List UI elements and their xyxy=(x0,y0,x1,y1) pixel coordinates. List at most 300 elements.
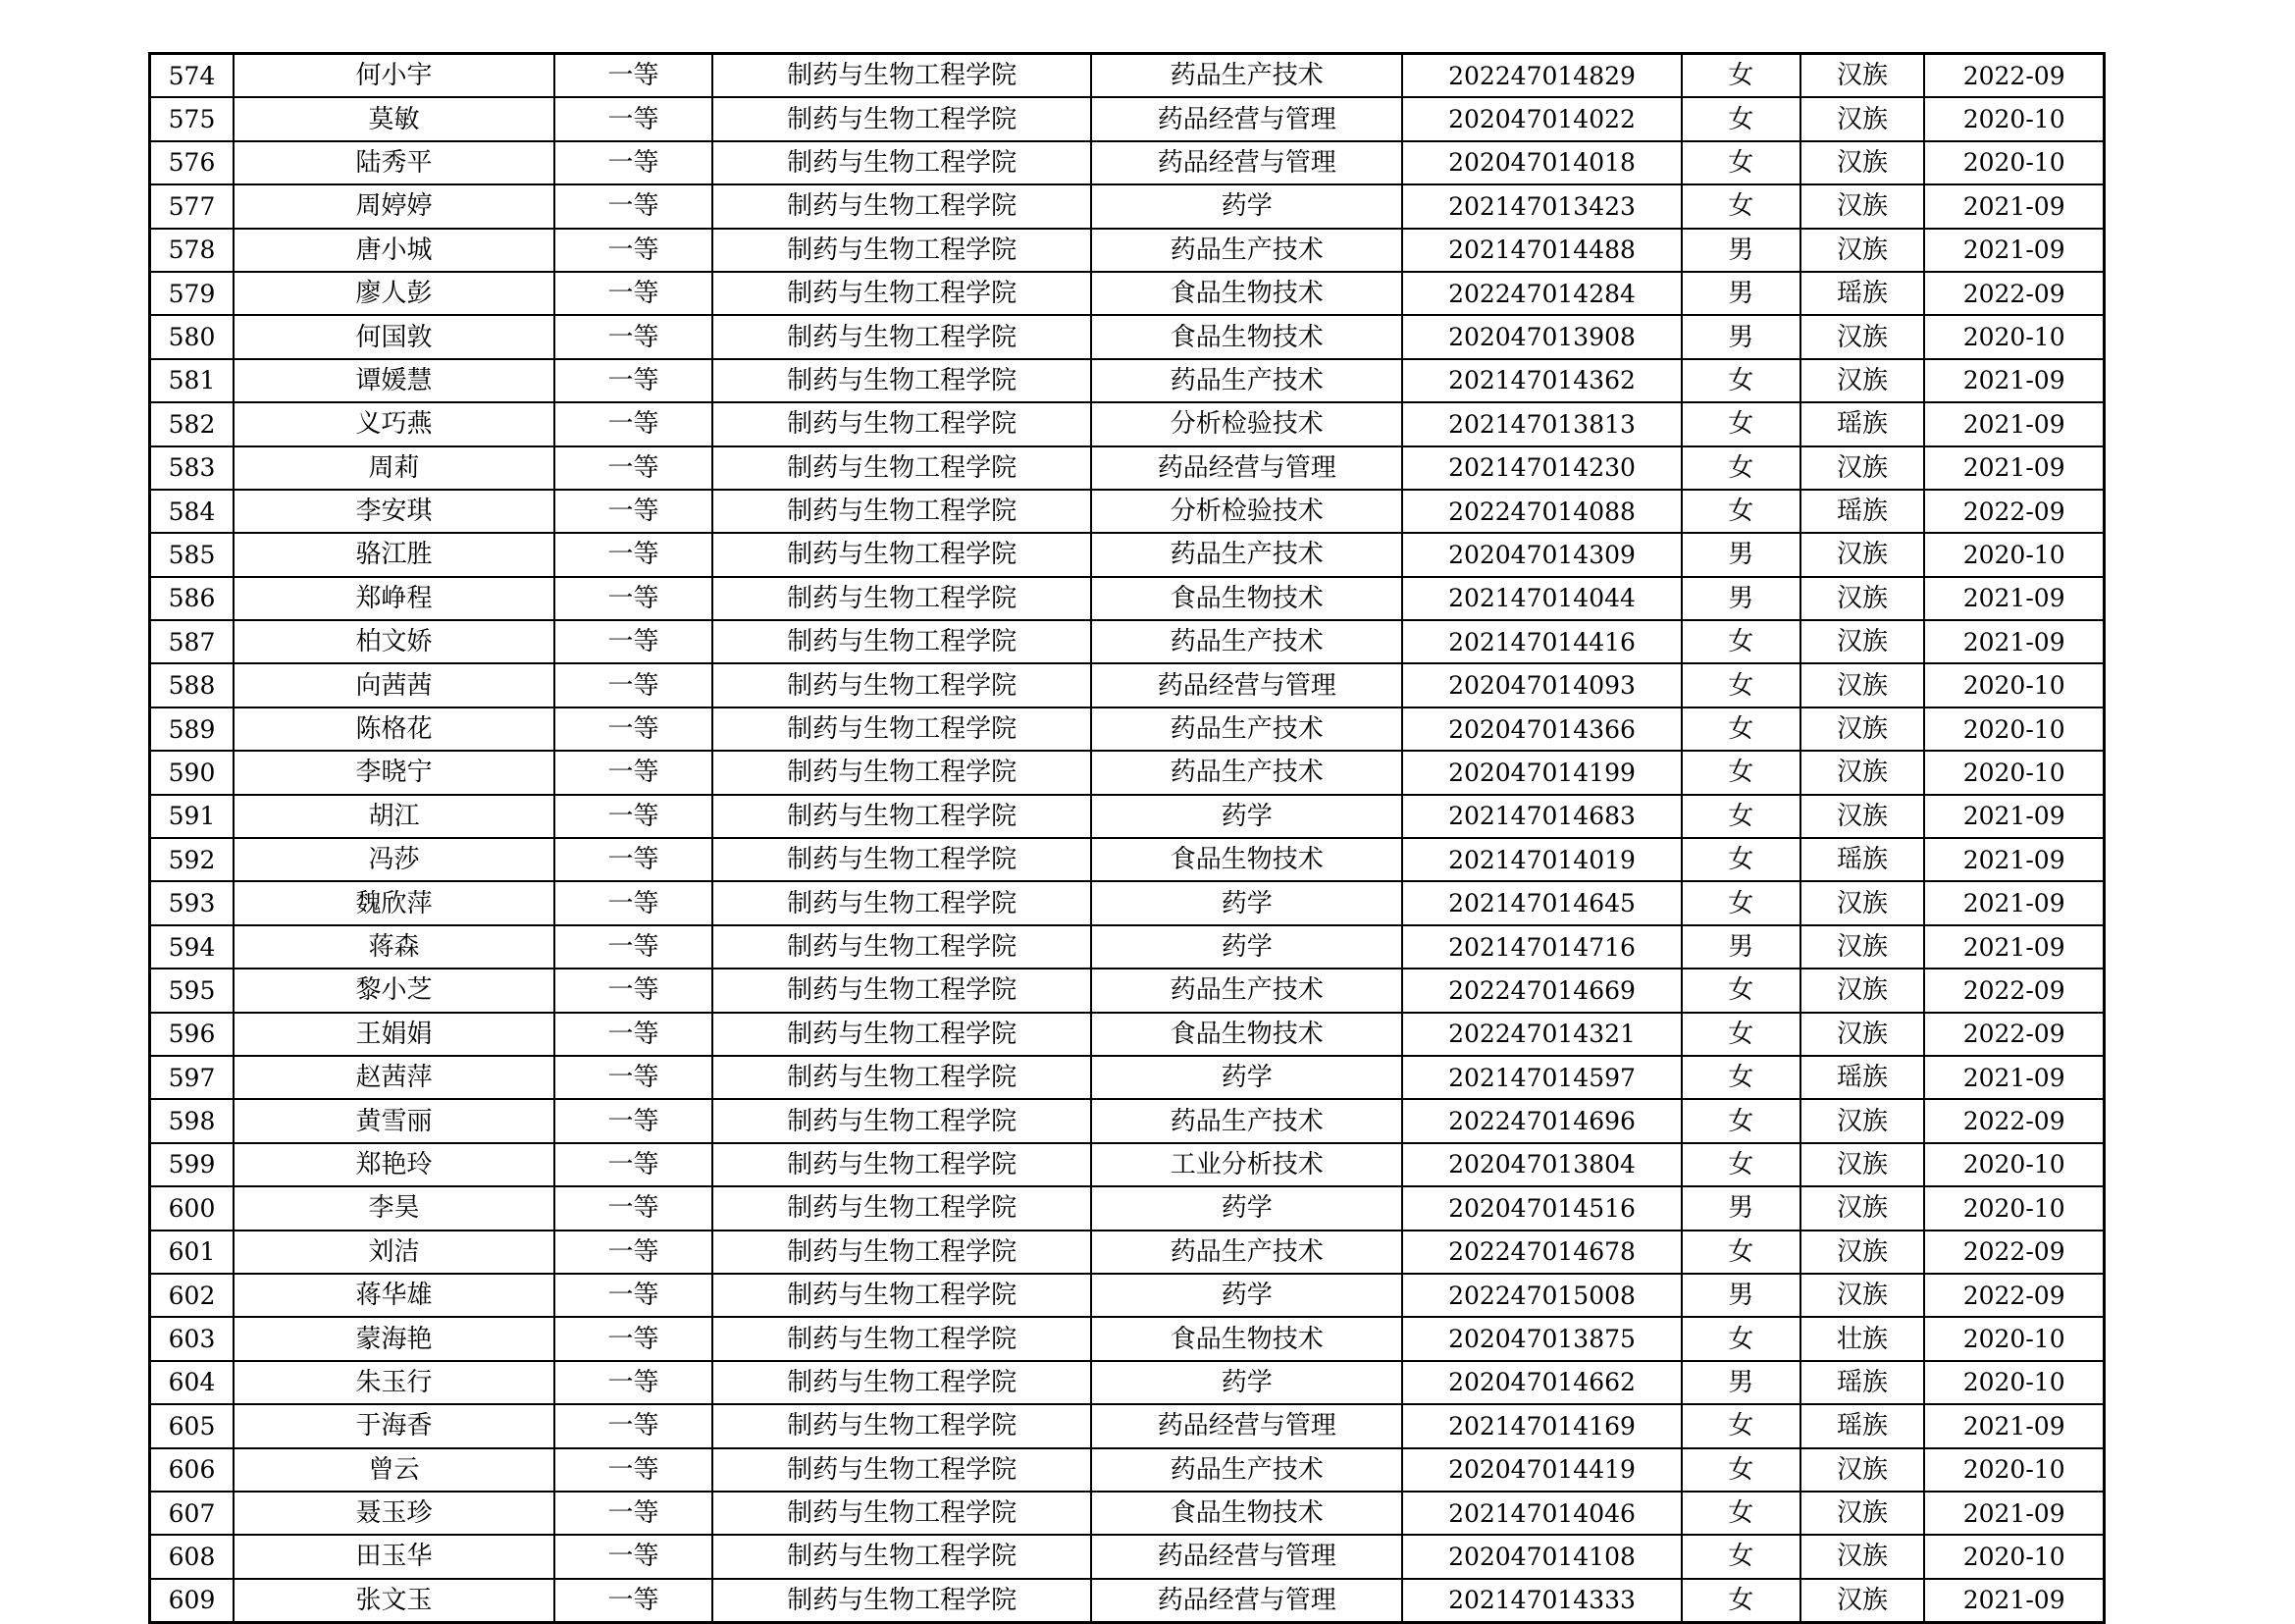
enrollment-date-cell: 2021-09 xyxy=(1924,925,2104,969)
college-cell: 制药与生物工程学院 xyxy=(712,838,1091,881)
table-row xyxy=(150,1143,2105,1186)
row-number-cell: 603 xyxy=(150,1317,235,1360)
ethnicity-cell: 汉族 xyxy=(1800,1143,1925,1186)
enrollment-date-cell: 2020-10 xyxy=(1924,1143,2104,1186)
row-number-cell: 607 xyxy=(150,1492,235,1535)
student-name-cell: 于海香 xyxy=(234,1404,554,1447)
major-cell: 药品经营与管理 xyxy=(1091,97,1402,140)
table-row xyxy=(150,141,2105,184)
award-level-cell: 一等 xyxy=(554,1492,712,1535)
major-cell: 食品生物技术 xyxy=(1091,272,1402,315)
student-id-cell: 202047014419 xyxy=(1402,1448,1682,1492)
gender-cell: 女 xyxy=(1682,1579,1800,1623)
student-id-cell: 202147014230 xyxy=(1402,446,1682,490)
award-level-cell: 一等 xyxy=(554,229,712,272)
row-number-cell: 584 xyxy=(150,490,235,533)
gender-cell: 女 xyxy=(1682,184,1800,228)
table-row xyxy=(150,1448,2105,1492)
award-level-cell: 一等 xyxy=(554,1186,712,1230)
college-cell: 制药与生物工程学院 xyxy=(712,446,1091,490)
enrollment-date-cell: 2021-09 xyxy=(1924,1404,2104,1447)
row-number-cell: 605 xyxy=(150,1404,235,1447)
row-number-cell: 606 xyxy=(150,1448,235,1492)
gender-cell: 女 xyxy=(1682,838,1800,881)
row-number-cell: 586 xyxy=(150,577,235,620)
gender-cell: 女 xyxy=(1682,663,1800,707)
table-row xyxy=(150,620,2105,663)
award-level-cell: 一等 xyxy=(554,751,712,794)
table-row xyxy=(150,359,2105,402)
row-number-cell: 601 xyxy=(150,1231,235,1274)
student-name-cell: 骆江胜 xyxy=(234,533,554,576)
student-name-cell: 黄雪丽 xyxy=(234,1099,554,1142)
gender-cell: 女 xyxy=(1682,1099,1800,1142)
table-row xyxy=(150,1492,2105,1535)
student-name-cell: 刘洁 xyxy=(234,1231,554,1274)
college-cell: 制药与生物工程学院 xyxy=(712,881,1091,924)
gender-cell: 女 xyxy=(1682,97,1800,140)
major-cell: 食品生物技术 xyxy=(1091,1492,1402,1535)
enrollment-date-cell: 2021-09 xyxy=(1924,620,2104,663)
ethnicity-cell: 汉族 xyxy=(1800,97,1925,140)
major-cell: 药品经营与管理 xyxy=(1091,141,1402,184)
row-number-cell: 578 xyxy=(150,229,235,272)
student-id-cell: 202047013875 xyxy=(1402,1317,1682,1360)
ethnicity-cell: 汉族 xyxy=(1800,1492,1925,1535)
award-level-cell: 一等 xyxy=(554,184,712,228)
college-cell: 制药与生物工程学院 xyxy=(712,141,1091,184)
enrollment-date-cell: 2020-10 xyxy=(1924,1186,2104,1230)
student-id-cell: 202047014516 xyxy=(1402,1186,1682,1230)
enrollment-date-cell: 2022-09 xyxy=(1924,272,2104,315)
college-cell: 制药与生物工程学院 xyxy=(712,707,1091,751)
student-name-cell: 柏文娇 xyxy=(234,620,554,663)
college-cell: 制药与生物工程学院 xyxy=(712,229,1091,272)
award-level-cell: 一等 xyxy=(554,1056,712,1099)
table-row xyxy=(150,1099,2105,1142)
award-level-cell: 一等 xyxy=(554,1099,712,1142)
award-level-cell: 一等 xyxy=(554,1361,712,1404)
enrollment-date-cell: 2022-09 xyxy=(1924,1099,2104,1142)
table-row xyxy=(150,229,2105,272)
row-number-cell: 591 xyxy=(150,795,235,838)
row-number-cell: 597 xyxy=(150,1056,235,1099)
award-level-cell: 一等 xyxy=(554,1404,712,1447)
gender-cell: 男 xyxy=(1682,1361,1800,1404)
enrollment-date-cell: 2021-09 xyxy=(1924,359,2104,402)
enrollment-date-cell: 2020-10 xyxy=(1924,663,2104,707)
college-cell: 制药与生物工程学院 xyxy=(712,1186,1091,1230)
award-level-cell: 一等 xyxy=(554,490,712,533)
student-name-cell: 魏欣萍 xyxy=(234,881,554,924)
gender-cell: 女 xyxy=(1682,881,1800,924)
table-row xyxy=(150,1056,2105,1099)
student-name-cell: 谭媛慧 xyxy=(234,359,554,402)
gender-cell: 女 xyxy=(1682,1143,1800,1186)
table-row xyxy=(150,97,2105,140)
gender-cell: 女 xyxy=(1682,402,1800,445)
gender-cell: 男 xyxy=(1682,229,1800,272)
major-cell: 药品生产技术 xyxy=(1091,1099,1402,1142)
student-name-cell: 胡江 xyxy=(234,795,554,838)
student-name-cell: 聂玉珍 xyxy=(234,1492,554,1535)
row-number-cell: 593 xyxy=(150,881,235,924)
ethnicity-cell: 汉族 xyxy=(1800,1099,1925,1142)
student-id-cell: 202247014829 xyxy=(1402,54,1682,98)
gender-cell: 男 xyxy=(1682,925,1800,969)
row-number-cell: 574 xyxy=(150,54,235,98)
college-cell: 制药与生物工程学院 xyxy=(712,1361,1091,1404)
major-cell: 药品生产技术 xyxy=(1091,620,1402,663)
table-row xyxy=(150,1013,2105,1056)
gender-cell: 女 xyxy=(1682,1492,1800,1535)
award-level-cell: 一等 xyxy=(554,359,712,402)
ethnicity-cell: 汉族 xyxy=(1800,881,1925,924)
ethnicity-cell: 汉族 xyxy=(1800,1579,1925,1623)
gender-cell: 女 xyxy=(1682,751,1800,794)
enrollment-date-cell: 2020-10 xyxy=(1924,1535,2104,1578)
college-cell: 制药与生物工程学院 xyxy=(712,1099,1091,1142)
student-name-cell: 黎小芝 xyxy=(234,969,554,1012)
table-row xyxy=(150,1317,2105,1360)
gender-cell: 男 xyxy=(1682,1186,1800,1230)
enrollment-date-cell: 2020-10 xyxy=(1924,1317,2104,1360)
row-number-cell: 596 xyxy=(150,1013,235,1056)
award-level-cell: 一等 xyxy=(554,97,712,140)
student-id-cell: 202147013423 xyxy=(1402,184,1682,228)
ethnicity-cell: 汉族 xyxy=(1800,1013,1925,1056)
student-name-cell: 张文玉 xyxy=(234,1579,554,1623)
student-id-cell: 202047014018 xyxy=(1402,141,1682,184)
ethnicity-cell: 汉族 xyxy=(1800,620,1925,663)
table-row xyxy=(150,1579,2105,1623)
ethnicity-cell: 汉族 xyxy=(1800,1231,1925,1274)
college-cell: 制药与生物工程学院 xyxy=(712,1013,1091,1056)
student-id-cell: 202247014088 xyxy=(1402,490,1682,533)
college-cell: 制药与生物工程学院 xyxy=(712,315,1091,358)
row-number-cell: 579 xyxy=(150,272,235,315)
gender-cell: 女 xyxy=(1682,795,1800,838)
enrollment-date-cell: 2021-09 xyxy=(1924,446,2104,490)
student-id-cell: 202247015008 xyxy=(1402,1274,1682,1317)
gender-cell: 男 xyxy=(1682,272,1800,315)
award-level-cell: 一等 xyxy=(554,54,712,98)
table-row xyxy=(150,184,2105,228)
college-cell: 制药与生物工程学院 xyxy=(712,1056,1091,1099)
table-row xyxy=(150,663,2105,707)
enrollment-date-cell: 2020-10 xyxy=(1924,1448,2104,1492)
award-level-cell: 一等 xyxy=(554,620,712,663)
major-cell: 药学 xyxy=(1091,184,1402,228)
college-cell: 制药与生物工程学院 xyxy=(712,1579,1091,1623)
student-id-cell: 202147014333 xyxy=(1402,1579,1682,1623)
table-row xyxy=(150,1404,2105,1447)
enrollment-date-cell: 2020-10 xyxy=(1924,97,2104,140)
student-name-cell: 唐小城 xyxy=(234,229,554,272)
student-name-cell: 冯莎 xyxy=(234,838,554,881)
enrollment-date-cell: 2020-10 xyxy=(1924,1361,2104,1404)
college-cell: 制药与生物工程学院 xyxy=(712,620,1091,663)
table-row xyxy=(150,838,2105,881)
row-number-cell: 608 xyxy=(150,1535,235,1578)
college-cell: 制药与生物工程学院 xyxy=(712,751,1091,794)
table-row xyxy=(150,1535,2105,1578)
award-level-cell: 一等 xyxy=(554,795,712,838)
ethnicity-cell: 汉族 xyxy=(1800,141,1925,184)
major-cell: 药品经营与管理 xyxy=(1091,1579,1402,1623)
ethnicity-cell: 汉族 xyxy=(1800,315,1925,358)
award-list-table xyxy=(148,52,2106,1624)
table-row xyxy=(150,402,2105,445)
ethnicity-cell: 瑶族 xyxy=(1800,402,1925,445)
row-number-cell: 576 xyxy=(150,141,235,184)
major-cell: 药品经营与管理 xyxy=(1091,663,1402,707)
student-name-cell: 蒙海艳 xyxy=(234,1317,554,1360)
ethnicity-cell: 瑶族 xyxy=(1800,272,1925,315)
table-row xyxy=(150,707,2105,751)
table-row xyxy=(150,1231,2105,1274)
enrollment-date-cell: 2020-10 xyxy=(1924,751,2104,794)
major-cell: 药学 xyxy=(1091,925,1402,969)
ethnicity-cell: 汉族 xyxy=(1800,795,1925,838)
table-row xyxy=(150,533,2105,576)
award-level-cell: 一等 xyxy=(554,1013,712,1056)
student-name-cell: 蒋华雄 xyxy=(234,1274,554,1317)
student-name-cell: 曾云 xyxy=(234,1448,554,1492)
major-cell: 药品经营与管理 xyxy=(1091,1535,1402,1578)
gender-cell: 女 xyxy=(1682,54,1800,98)
college-cell: 制药与生物工程学院 xyxy=(712,1404,1091,1447)
college-cell: 制药与生物工程学院 xyxy=(712,97,1091,140)
ethnicity-cell: 汉族 xyxy=(1800,925,1925,969)
table-body xyxy=(150,54,2105,1623)
award-level-cell: 一等 xyxy=(554,881,712,924)
major-cell: 药品经营与管理 xyxy=(1091,446,1402,490)
row-number-cell: 594 xyxy=(150,925,235,969)
enrollment-date-cell: 2022-09 xyxy=(1924,969,2104,1012)
table-row xyxy=(150,795,2105,838)
award-level-cell: 一等 xyxy=(554,402,712,445)
major-cell: 药品生产技术 xyxy=(1091,229,1402,272)
student-name-cell: 郑峥程 xyxy=(234,577,554,620)
gender-cell: 男 xyxy=(1682,1274,1800,1317)
award-level-cell: 一等 xyxy=(554,1317,712,1360)
gender-cell: 女 xyxy=(1682,1013,1800,1056)
award-level-cell: 一等 xyxy=(554,1579,712,1623)
student-id-cell: 202047014366 xyxy=(1402,707,1682,751)
major-cell: 药学 xyxy=(1091,795,1402,838)
gender-cell: 男 xyxy=(1682,533,1800,576)
major-cell: 药学 xyxy=(1091,881,1402,924)
table-row xyxy=(150,490,2105,533)
student-id-cell: 202047014662 xyxy=(1402,1361,1682,1404)
college-cell: 制药与生物工程学院 xyxy=(712,359,1091,402)
enrollment-date-cell: 2022-09 xyxy=(1924,1274,2104,1317)
gender-cell: 男 xyxy=(1682,577,1800,620)
row-number-cell: 575 xyxy=(150,97,235,140)
student-id-cell: 202147014416 xyxy=(1402,620,1682,663)
student-id-cell: 202047013908 xyxy=(1402,315,1682,358)
college-cell: 制药与生物工程学院 xyxy=(712,490,1091,533)
student-id-cell: 202247014284 xyxy=(1402,272,1682,315)
major-cell: 药品生产技术 xyxy=(1091,533,1402,576)
row-number-cell: 604 xyxy=(150,1361,235,1404)
award-level-cell: 一等 xyxy=(554,969,712,1012)
enrollment-date-cell: 2021-09 xyxy=(1924,1056,2104,1099)
table-row xyxy=(150,272,2105,315)
ethnicity-cell: 瑶族 xyxy=(1800,1056,1925,1099)
award-level-cell: 一等 xyxy=(554,925,712,969)
award-level-cell: 一等 xyxy=(554,1143,712,1186)
student-name-cell: 李晓宁 xyxy=(234,751,554,794)
row-number-cell: 600 xyxy=(150,1186,235,1230)
student-id-cell: 202047014022 xyxy=(1402,97,1682,140)
table-row xyxy=(150,446,2105,490)
college-cell: 制药与生物工程学院 xyxy=(712,1317,1091,1360)
row-number-cell: 583 xyxy=(150,446,235,490)
student-id-cell: 202147014019 xyxy=(1402,838,1682,881)
award-level-cell: 一等 xyxy=(554,663,712,707)
student-name-cell: 蒋森 xyxy=(234,925,554,969)
gender-cell: 女 xyxy=(1682,969,1800,1012)
student-name-cell: 李安琪 xyxy=(234,490,554,533)
college-cell: 制药与生物工程学院 xyxy=(712,1143,1091,1186)
row-number-cell: 582 xyxy=(150,402,235,445)
college-cell: 制药与生物工程学院 xyxy=(712,1492,1091,1535)
enrollment-date-cell: 2021-09 xyxy=(1924,184,2104,228)
student-name-cell: 王娟娟 xyxy=(234,1013,554,1056)
student-id-cell: 202147014169 xyxy=(1402,1404,1682,1447)
ethnicity-cell: 汉族 xyxy=(1800,969,1925,1012)
student-id-cell: 202047014309 xyxy=(1402,533,1682,576)
student-name-cell: 周婷婷 xyxy=(234,184,554,228)
student-name-cell: 朱玉行 xyxy=(234,1361,554,1404)
student-id-cell: 202047014108 xyxy=(1402,1535,1682,1578)
row-number-cell: 585 xyxy=(150,533,235,576)
table-row xyxy=(150,1274,2105,1317)
student-name-cell: 赵茜萍 xyxy=(234,1056,554,1099)
major-cell: 药学 xyxy=(1091,1186,1402,1230)
student-name-cell: 莫敏 xyxy=(234,97,554,140)
student-name-cell: 义巧燕 xyxy=(234,402,554,445)
gender-cell: 女 xyxy=(1682,1317,1800,1360)
college-cell: 制药与生物工程学院 xyxy=(712,272,1091,315)
row-number-cell: 599 xyxy=(150,1143,235,1186)
student-id-cell: 202147014597 xyxy=(1402,1056,1682,1099)
table-row xyxy=(150,969,2105,1012)
row-number-cell: 581 xyxy=(150,359,235,402)
ethnicity-cell: 汉族 xyxy=(1800,1448,1925,1492)
student-id-cell: 202147014716 xyxy=(1402,925,1682,969)
major-cell: 分析检验技术 xyxy=(1091,402,1402,445)
student-id-cell: 202147014046 xyxy=(1402,1492,1682,1535)
college-cell: 制药与生物工程学院 xyxy=(712,54,1091,98)
ethnicity-cell: 汉族 xyxy=(1800,1274,1925,1317)
enrollment-date-cell: 2020-10 xyxy=(1924,141,2104,184)
student-name-cell: 向茜茜 xyxy=(234,663,554,707)
enrollment-date-cell: 2021-09 xyxy=(1924,795,2104,838)
enrollment-date-cell: 2021-09 xyxy=(1924,229,2104,272)
college-cell: 制药与生物工程学院 xyxy=(712,1535,1091,1578)
gender-cell: 女 xyxy=(1682,490,1800,533)
student-id-cell: 202247014696 xyxy=(1402,1099,1682,1142)
ethnicity-cell: 瑶族 xyxy=(1800,490,1925,533)
ethnicity-cell: 瑶族 xyxy=(1800,1361,1925,1404)
row-number-cell: 602 xyxy=(150,1274,235,1317)
student-id-cell: 202147014362 xyxy=(1402,359,1682,402)
major-cell: 药品生产技术 xyxy=(1091,54,1402,98)
award-level-cell: 一等 xyxy=(554,533,712,576)
major-cell: 工业分析技术 xyxy=(1091,1143,1402,1186)
college-cell: 制药与生物工程学院 xyxy=(712,925,1091,969)
student-name-cell: 陆秀平 xyxy=(234,141,554,184)
student-id-cell: 202247014678 xyxy=(1402,1231,1682,1274)
award-level-cell: 一等 xyxy=(554,141,712,184)
college-cell: 制药与生物工程学院 xyxy=(712,795,1091,838)
student-id-cell: 202147014044 xyxy=(1402,577,1682,620)
table-row xyxy=(150,751,2105,794)
student-id-cell: 202047014093 xyxy=(1402,663,1682,707)
major-cell: 食品生物技术 xyxy=(1091,838,1402,881)
student-name-cell: 何小宇 xyxy=(234,54,554,98)
ethnicity-cell: 壮族 xyxy=(1800,1317,1925,1360)
major-cell: 药品生产技术 xyxy=(1091,1231,1402,1274)
college-cell: 制药与生物工程学院 xyxy=(712,969,1091,1012)
award-level-cell: 一等 xyxy=(554,446,712,490)
student-id-cell: 202047013804 xyxy=(1402,1143,1682,1186)
student-id-cell: 202147014645 xyxy=(1402,881,1682,924)
gender-cell: 女 xyxy=(1682,1448,1800,1492)
student-name-cell: 郑艳玲 xyxy=(234,1143,554,1186)
college-cell: 制药与生物工程学院 xyxy=(712,402,1091,445)
row-number-cell: 595 xyxy=(150,969,235,1012)
enrollment-date-cell: 2021-09 xyxy=(1924,1579,2104,1623)
gender-cell: 女 xyxy=(1682,707,1800,751)
student-id-cell: 202247014669 xyxy=(1402,969,1682,1012)
enrollment-date-cell: 2021-09 xyxy=(1924,577,2104,620)
college-cell: 制药与生物工程学院 xyxy=(712,1274,1091,1317)
student-name-cell: 廖人彭 xyxy=(234,272,554,315)
student-id-cell: 202147014683 xyxy=(1402,795,1682,838)
ethnicity-cell: 汉族 xyxy=(1800,751,1925,794)
enrollment-date-cell: 2022-09 xyxy=(1924,1231,2104,1274)
enrollment-date-cell: 2020-10 xyxy=(1924,707,2104,751)
college-cell: 制药与生物工程学院 xyxy=(712,184,1091,228)
table-row xyxy=(150,925,2105,969)
ethnicity-cell: 汉族 xyxy=(1800,1535,1925,1578)
college-cell: 制药与生物工程学院 xyxy=(712,533,1091,576)
ethnicity-cell: 汉族 xyxy=(1800,663,1925,707)
ethnicity-cell: 汉族 xyxy=(1800,533,1925,576)
award-level-cell: 一等 xyxy=(554,315,712,358)
table-row xyxy=(150,1361,2105,1404)
student-name-cell: 陈格花 xyxy=(234,707,554,751)
ethnicity-cell: 汉族 xyxy=(1800,707,1925,751)
table-row xyxy=(150,315,2105,358)
row-number-cell: 589 xyxy=(150,707,235,751)
ethnicity-cell: 瑶族 xyxy=(1800,1404,1925,1447)
enrollment-date-cell: 2021-09 xyxy=(1924,838,2104,881)
gender-cell: 女 xyxy=(1682,620,1800,663)
row-number-cell: 588 xyxy=(150,663,235,707)
table-row xyxy=(150,54,2105,98)
student-id-cell: 202247014321 xyxy=(1402,1013,1682,1056)
college-cell: 制药与生物工程学院 xyxy=(712,1231,1091,1274)
award-level-cell: 一等 xyxy=(554,577,712,620)
major-cell: 药学 xyxy=(1091,1274,1402,1317)
enrollment-date-cell: 2022-09 xyxy=(1924,490,2104,533)
enrollment-date-cell: 2021-09 xyxy=(1924,402,2104,445)
